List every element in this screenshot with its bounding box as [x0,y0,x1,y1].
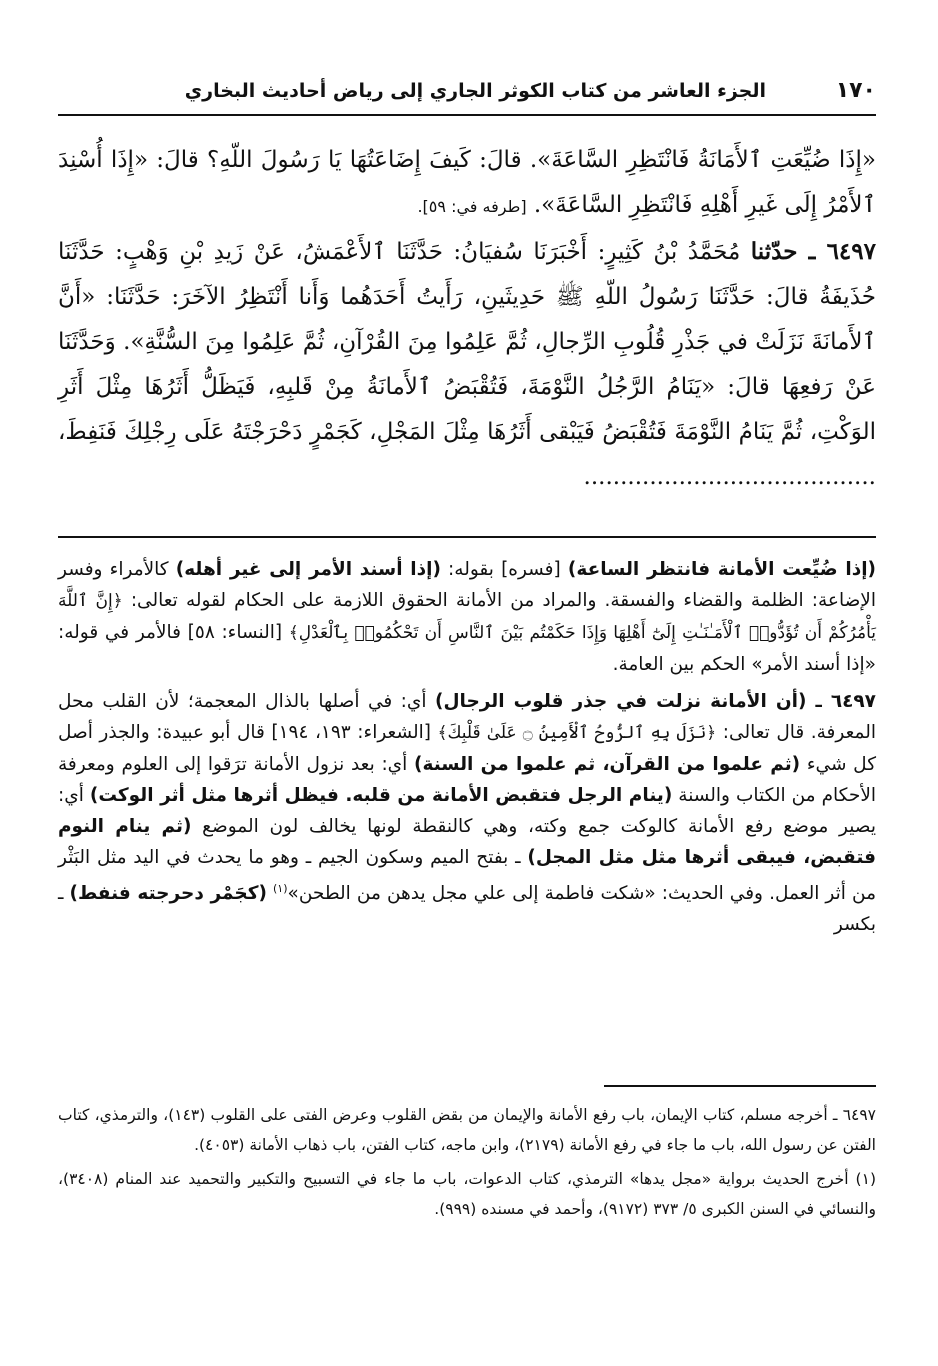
footnote-divider [604,1085,876,1087]
quran-verse: ﴿نَزَلَ بِهِ ٱلرُّوحُ ٱلْأَمِينُ ۝ عَلَىٰ قَلْبِكَ﴾ [437,723,717,743]
commentary-text: [الشعراء: ١٩٣، ١٩٤] قال أبو عبيدة: والجذر أصل كل شيء [58,722,876,775]
text-commentary-divider [58,536,876,538]
commentary-text: أي: في أصلها بالذال المعجمة؛ لأن القلب محل المعرفة. قال تعالى: [58,691,877,743]
hadith-continuation [58,138,876,229]
commentary-lemma: (كجَمْر دحرجته فنفط) [69,883,267,905]
running-title: الجزء العاشر من كتاب الكوثر الجاري إلى رياض أحاديث البخاري [184,80,766,102]
footnotes [58,1100,876,1228]
commentary-text: أي: يصير موضع رفع الأمانة كالوكت جمع وكته، وهي كالنقطة لونها يخالف لون الموضع [58,785,876,837]
commentary-paragraph [58,686,876,940]
cross-reference: [طرفه في: ٥٩]. [417,197,527,216]
page-header [58,74,876,116]
commentary-text: [النساء: ٥٨] فالأمر في قوله: «إذا أسند الأمر» الحكم بين العامة. [58,622,876,675]
commentary-text: أي: بعد نزول الأمانة ترَقوا إلى العلوم ومعرفة الأحكام من الكتاب والسنة [58,754,877,806]
commentary-lemma: (إذا أسند الأمر إلى غير أهله) [175,559,441,580]
commentary-paragraph [58,554,876,680]
commentary-hadith-number: ٦٤٩٧ ـ [806,691,876,712]
commentary-text: [فسره] بقوله: [440,559,568,580]
commentary-lemma: (ثم علموا من القرآن، ثم علموا من السنة) [414,754,801,775]
hadith-6497 [58,229,876,500]
commentary-text: ـ بكسر [58,883,876,936]
footnote-marker[interactable]: (١) [273,882,288,895]
hadith-text [58,138,876,500]
hadith-continuation-text: «إِذَا ضُيِّعَتِ ٱلأَمَانَةُ فَانْتَظِرِ السَّاعَةَ». قالَ: كَيفَ إِضَاعَتُهَا يَا رَسُولَ اللّهِ؟ قالَ: «إِذَا أُسْنِدَ ٱلأَمْرُ إِلَى غَيرِ أَهْلِهِ فَانْتَظِرِ السَّاعَةَ». [58,147,876,218]
quran-verse: ﴿إِنَّ ٱللَّهَ يَأْمُرُكُمْ أَن تُؤَدُّوا۟ ٱلْأَمَـٰنَـٰتِ إِلَىٰٓ أَهْلِهَا وَإِذَا حَكَمْتُم بَيْنَ ٱلنَّاسِ أَن تَحْكُمُوا۟ بِٱلْعَدْلِ﴾ [58,591,876,643]
hadith-body: مُحَمَّدُ بْنُ كَثِيرٍ: أَخْبَرَنَا سُفيَانُ: حَدَّثَنَا ٱلأَعْمَشُ، عَنْ زَيدِ بْنِ وَهْبٍ: حَدَّثَنَا حُذَيفَةُ قالَ: حَدَّثَنَا رَسُولُ اللّهِ ﷺ حَدِيثَينِ، رَأَيتُ أَحَدَهُما وَأَنا أَنْتَظِرُ الآخَرَ: حَدَّثَنَا: «أَنَّ ٱلأَمانَةَ نَزَلَتْ في جَذْرِ قُلُوبِ الرِّجالِ، ثُمَّ عَلِمُوا مِنَ القُرْآنِ، ثُمَّ عَلِمُوا مِنَ السُّنَّةِ». وَحَدَّثَنَا عَنْ رَفعِهَا قالَ: «يَنَامُ الرَّجُلُ النَّوْمَةَ، فَتُقْبَضُ ٱلأَمانَةُ مِنْ قَلبِهِ، فَيَظَلُّ أَثَرُهَا مِثْلَ أَثَرِ الوَكْتِ، ثُمَّ يَنَامُ النَّوْمَةَ فَتُقْبَضُ فَيَبْقى أَثَرُهَا مِثْلَ المَجْلِ، كَجَمْرٍ دَحْرَجْتَهُ عَلَى رِجْلِكَ فَنَفِطَ، ........................................ [58,239,876,490]
commentary-text: كالأمراء وفسر الإضاعة: الظلمة والقضاء والفسقة. والمراد من الأمانة الحقوق اللازمة على الحكام لقوله تعالى: [58,559,876,611]
commentary-lemma: (إذا ضُيِّعت الأمانة فانتظر الساعة) [567,559,876,580]
commentary-lemma: (أن الأمانة نزلت في جذر قلوب الرجال) [435,691,807,712]
footnote-hadith: ٦٤٩٧ ـ أخرجه مسلم، كتاب الإيمان، باب رفع الأمانة والإيمان من بقض القلوب وعرض الفتى على القلوب (١٤٣)، والترمذي، كتاب الفتن عن رسول الله، باب ما جاء في رفع الأمانة (٢١٧٩)، وابن ماجه، كتاب الفتن، باب ذهاب الأمانة (٤٠٥٣). [58,1106,877,1154]
page-number: ١٧٠ [835,78,876,103]
footnote-1: (١) أخرج الحديث برواية «مجل يدها» الترمذي، كتاب الدعوات، باب ما جاء في التسبيح والتكبير والتحميد عند المنام (٣٤٠٨)، والنسائي في السنن الكبرى ٥/ ٣٧٣ (٩١٧٢)، وأحمد في مسنده (٩٩٩). [58,1170,876,1218]
commentary-text: ـ بفتح الميم وسكون الجيم ـ وهو ما يحدث في اليد مثل البَثْر من أثر العمل. وفي الحديث: «شكت فاطمة إلى علي مجل يدهن من الطحن» [58,847,876,905]
commentary-lemma: (ينام الرجل فتقبض الأمانة من قلبه. فيظل أثرها مثل أثر الوكت) [89,785,673,806]
commentary-lemma: (ثم ينام النوم فتقبض، فيبقى أثرها مثل مثل المجل) [58,816,876,868]
commentary [58,554,876,946]
hadith-number: ٦٤٩٧ ـ حدّثنا [750,238,876,265]
